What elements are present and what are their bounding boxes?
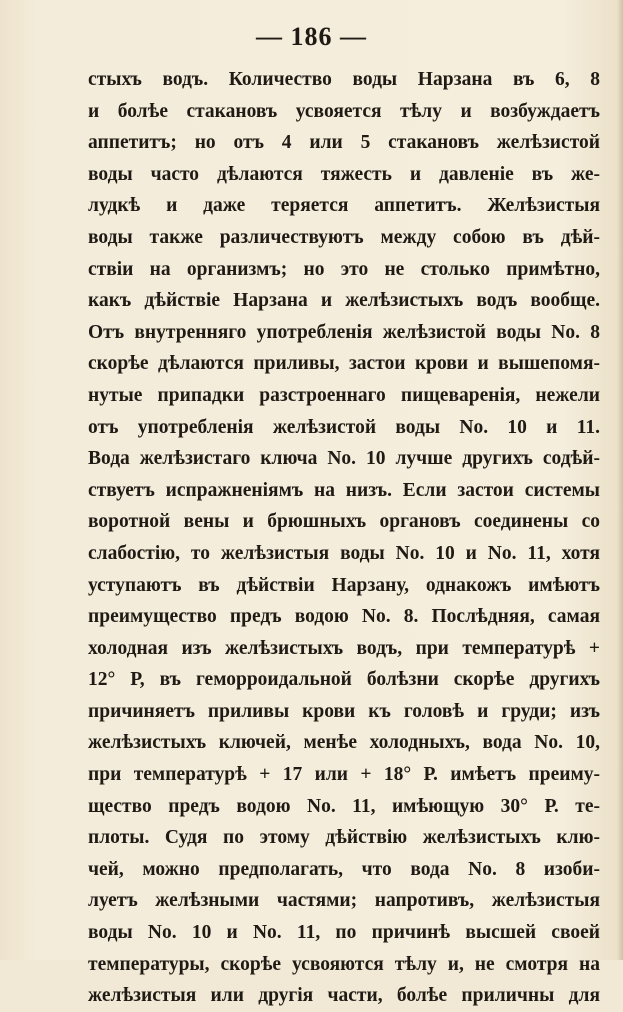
text-line: преимущество предъ водою No. 8. Послѣдняя, самая [88,606,600,628]
page-number: — 186 — [256,22,367,51]
text-line: какъ дѣйствіе Нарзана и желѣзистыхъ водъ вообще. [88,290,600,312]
text-line: Отъ внутренняго употребленія желѣзистой воды No. 8 [88,321,600,343]
text-line: плоты. Судя по этому дѣйствію желѣзистыхъ клю- [88,827,600,849]
text-line: щество предъ водою No. 11, имѣющую 30° Р. те- [88,795,600,817]
text-line: ствіи на организмъ; но это не столько примѣтно, [88,258,600,280]
body-text [88,64,600,1012]
text-line: ствуетъ испражненіямъ на низъ. Если застои системы [88,479,600,501]
text-line: слабостію, то желѣзистыя воды No. 10 и No. 11, хотя [88,542,600,564]
text-line: отъ употребленія желѣзистой воды No. 10 и 11. [88,416,600,438]
text-line: 12° Р, въ геморроидальной болѣзни скорѣе другихъ [88,669,600,691]
text-line: воды часто дѣлаются тяжесть и давленіе въ же- [88,163,600,185]
text-line: чей, можно предполагать, что вода No. 8 изоби- [88,858,600,880]
page-edge-shadow [617,0,623,960]
text-line: уступаютъ въ дѣйствіи Нарзану, однакожъ имѣютъ [88,574,600,596]
text-line: температуры, скорѣе усвояются тѣлу и, не смотря на [88,953,600,975]
text-line: лудкѣ и даже теряется аппетитъ. Желѣзистыя [88,195,600,217]
text-line: и болѣе стакановъ усвояется тѣлу и возбуждаетъ [88,100,600,122]
text-line: причиняетъ приливы крови къ головѣ и груди; изъ [88,700,600,722]
text-line: аппетитъ; но отъ 4 или 5 стакановъ желѣзистой [88,132,600,154]
text-line: воротной вены и брюшныхъ органовъ соединены со [88,511,600,533]
text-line: Вода желѣзистаго ключа No. 10 лучше другихъ содѣй- [88,448,600,470]
text-line: желѣзистыя или другія части, болѣе приличны для [88,985,600,1007]
text-line: луетъ желѣзными частями; напротивъ, желѣзистыя [88,890,600,912]
text-line: нутые припадки разстроеннаго пищеваренія, нежели [88,384,600,406]
text-line: холодная изъ желѣзистыхъ водъ, при температурѣ + [88,637,600,659]
text-line: при температурѣ + 17 или + 18° Р. имѣетъ преиму- [88,764,600,786]
text-line: воды также различествуютъ между собою въ дѣй- [88,226,600,248]
text-line: воды No. 10 и No. 11, по причинѣ высшей своей [88,922,600,944]
text-line: стыхъ водъ. Количество воды Нарзана въ 6, 8 [88,69,600,90]
text-line: желѣзистыхъ ключей, менѣе холодныхъ, вода No. 10, [88,732,600,754]
text-line: скорѣе дѣлаются приливы, застои крови и вышепомя- [88,353,600,375]
